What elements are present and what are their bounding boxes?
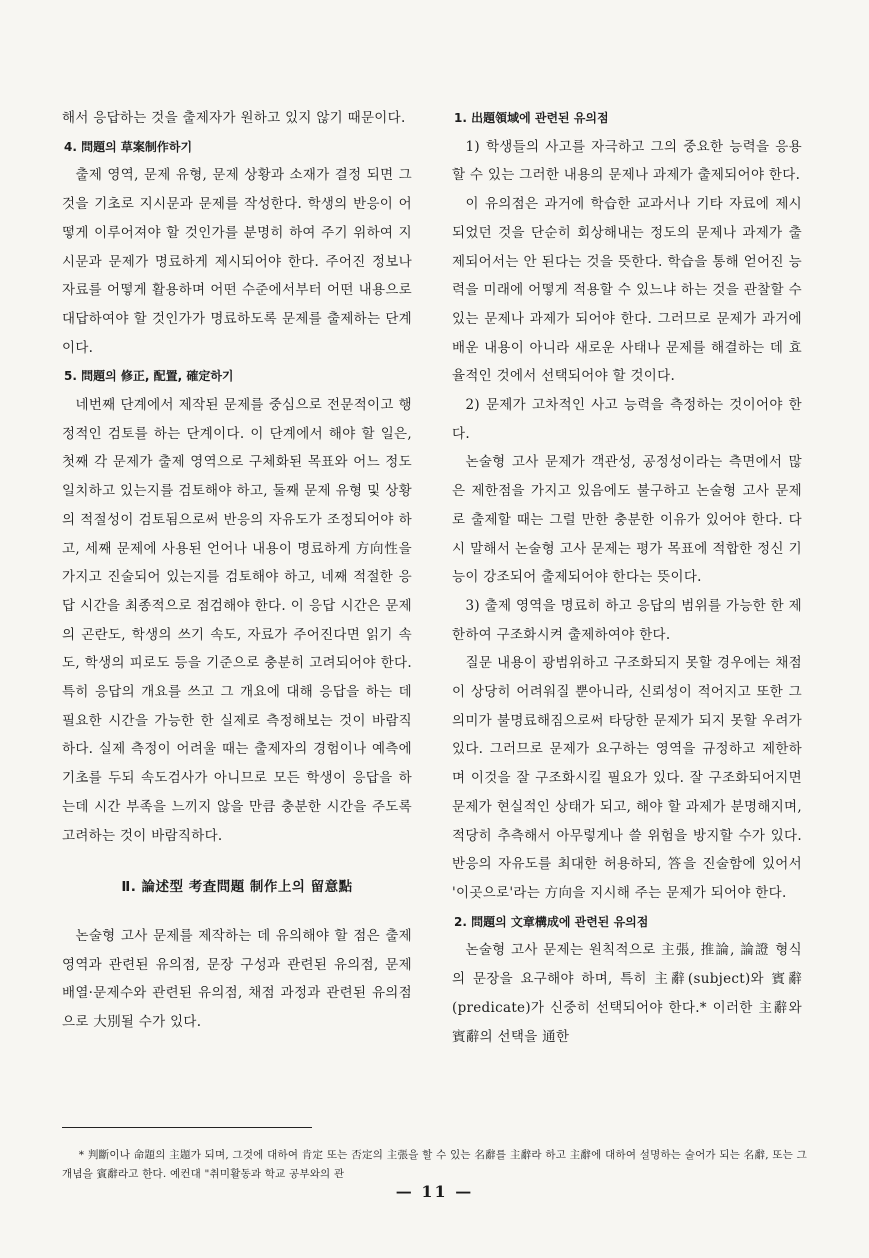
section-1-heading: 1. 出題領域에 관련된 유의점 (454, 111, 609, 125)
section-5-heading: 5. 問題의 修正, 配置, 確定하기 (64, 369, 234, 384)
footnote: * 判斷이나 命題의 主題가 되며, 그것에 대하여 肯定 또는 否定의 主張을 할 수 있는 名辭를 主辭라 하고 主辭에 대하여 설명하는 술어가 되는 名辭, 또는 그 개념을 賓辭라고 한다. 예컨대 "취미활동과 학교 공부와의 관 (62, 1148, 807, 1180)
section-1-point-2: 2) 문제가 고차적인 사고 능력을 측정하는 것이어야 한다. (452, 397, 802, 442)
section-1-explanation-3: 질문 내용이 광범위하고 구조화되지 못할 경우에는 채점이 상당히 어려워질 뿐아니라, 신뢰성이 적어지고 또한 그 의미가 불명료해짐으로써 타당한 문제가 되지 못할 우려가 있다. 그러므로 문제가 요구하는 영역을 규정하고 제한하며 이것을 잘 구조화시킬 필요가 있다. 잘 구조화되어지면 문제가 현실적인 상태가 되고, 해야 할 과제가 분명해지며, 적당히 추측해서 아무렇게나 쓸 위험을 방지할 수가 있다. 반응의 자유도를 최대한 허용하되, 答을 진술함에 있어서 '이곳으로'라는 方向을 지시해 주는 문제가 되어야 한다. (452, 655, 802, 901)
section-2-heading: 2. 問題의 文章構成에 관련된 유의점 (454, 914, 649, 929)
section-1-point-1: 1) 학생들의 사고를 자극하고 그의 중요한 능력을 응용할 수 있는 그러한 내용의 문제나 과제가 출제되어야 한다. (452, 138, 802, 184)
section-1-point-3: 3) 출제 영역을 명료히 하고 응답의 범위를 가능한 한 제한하여 구조화시켜 출제하여야 한다. (452, 597, 802, 643)
section-1-explanation-1: 이 유의점은 과거에 학습한 교과서나 기타 자료에 제시되었던 것을 단순히 회상해내는 정도의 문제나 과제가 출제되어서는 안 된다는 것을 뜻한다. 학습을 통해 얻어진 능력을 미래에 어떻게 적용할 수 있느냐 하는 것을 관찰할 수 있는 문제나 과제가 되어야 한다. 그러므로 문제가 과거에 배운 내용이 아니라 새로운 사태나 문제를 해결하는 데 효율적인 것에서 선택되어야 할 것이다. (452, 196, 802, 385)
chapter-heading: Ⅱ. 論述型 考査問題 制作上의 留意點 (121, 879, 353, 896)
right-column (452, 104, 802, 1051)
page-number: — 11 — (395, 1182, 474, 1201)
section-5-paragraph: 네번째 단계에서 제작된 문제를 중심으로 전문적이고 행정적인 검토를 하는 단계이다. 이 단계에서 해야 할 일은, 첫째 각 문제가 출제 영역으로 구체화된 목표와 어느 정도 일치하고 있는지를 검토해야 하고, 둘째 문제 유형 및 상황의 적절성이 검토됨으로써 반응의 자유도가 조정되어야 하고, 세째 문제에 사용된 언어나 내용이 명료하게 方向性을 가지고 진술되어 있는지를 검토해야 하고, 네째 적절한 응답 시간을 최종적으로 점검해야 한다. 이 응답 시간은 문제의 곤란도, 학생의 쓰기 속도, 자료가 주어진다면 읽기 속도, 학생의 피로도 등을 기준으로 충분히 고려되어야 한다. 특히 응답의 개요를 쓰고 그 개요에 대해 응답을 하는 데 필요한 시간을 가능한 한 실제로 측정해보는 것이 바람직하다. 실제 측정이 어려울 때는 출제자의 경험이나 예측에 기초를 두되 속도검사가 아니므로 모든 학생이 응답을 하는데 시간 부족을 느끼지 않을 만큼 충분한 시간을 주도록 고려하는 것이 바람직하다. (62, 397, 412, 844)
section-1-explanation-2: 논술형 고사 문제가 객관성, 공정성이라는 측면에서 많은 제한점을 가지고 있음에도 불구하고 논술형 고사 문제로 출제할 때는 그럴 만한 충분한 이유가 있어야 한다. 다시 말해서 논술형 고사 문제는 평가 목표에 적합한 정신 기능이 강조되어 출제되어야 한다는 뜻이다. (452, 454, 802, 586)
intro-continuation: 해서 응답하는 것을 출제자가 원하고 있지 않기 때문이다. (62, 110, 406, 126)
left-column (62, 104, 412, 1037)
section-2-paragraph: 논술형 고사 문제는 원칙적으로 主張, 推論, 論證 형식의 문장을 요구해야 하며, 특히 主辭(subject)와 賓辭(predicate)가 신중히 선택되어야 한다.* 이러한 主辭와 賓辭의 선택을 通한 (452, 942, 802, 1045)
footnote-divider (62, 1127, 312, 1128)
section-4-paragraph: 출제 영역, 문제 유형, 문제 상황과 소재가 결정 되면 그것을 기초로 지시문과 문제를 작성한다. 학생의 반응이 어떻게 이루어져야 할 것인가를 분명히 하여 주기 위하여 지시문과 문제가 명료하게 제시되어야 한다. 주어진 정보나 자료를 어떻게 활용하며 어떤 수준에서부터 어떤 내용으로 대답하여야 할 것인가가 명료하도록 문제를 출제하는 단계이다. (62, 167, 412, 356)
chapter-paragraph: 논술형 고사 문제를 제작하는 데 유의해야 할 점은 출제 영역과 관련된 유의점, 문장 구성과 관련된 유의점, 문제 배열·문제수와 관련된 유의점, 채점 과정과 관련된 유의점으로 大別될 수가 있다. (62, 927, 412, 1031)
section-4-heading: 4. 問題의 草案制作하기 (64, 139, 193, 154)
